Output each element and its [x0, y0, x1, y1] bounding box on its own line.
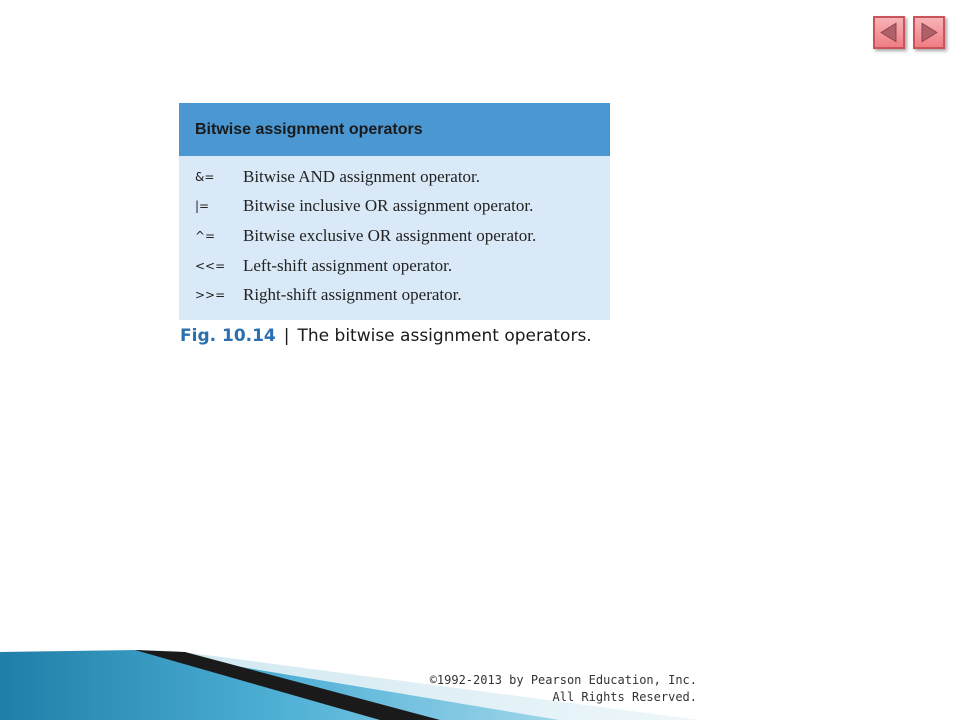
operator-description: Bitwise exclusive OR assignment operator.	[243, 225, 537, 245]
copyright-line: ©1992-2013 by Pearson Education, Inc.	[429, 673, 697, 687]
operator-description: Bitwise inclusive OR assignment operator.	[243, 196, 534, 216]
triangle-right-icon	[915, 18, 943, 47]
operator-symbol: >>=	[195, 288, 226, 303]
table-body	[179, 156, 610, 310]
figure-number: Fig. 10.14	[180, 326, 276, 346]
operator-description: Bitwise AND assignment operator.	[243, 166, 481, 186]
table-row	[179, 192, 610, 222]
operators-table	[179, 103, 610, 320]
operator-description: Right-shift assignment operator.	[243, 285, 462, 305]
copyright-notice	[430, 672, 697, 706]
table-row	[179, 251, 610, 281]
operator-symbol: |=	[195, 199, 210, 214]
table-title: Bitwise assignment operators	[195, 120, 423, 138]
operator-description: Left-shift assignment operator.	[243, 255, 453, 275]
previous-slide-button[interactable]	[873, 16, 905, 49]
rights-line: All Rights Reserved.	[552, 690, 697, 704]
table-row	[179, 162, 610, 192]
next-slide-button[interactable]	[913, 16, 945, 49]
caption-text: The bitwise assignment operators.	[297, 326, 592, 346]
operator-symbol: &=	[195, 169, 215, 184]
operator-symbol: <<=	[195, 258, 226, 273]
table-row	[179, 280, 610, 310]
figure-caption	[180, 326, 592, 346]
operator-symbol: ^=	[195, 228, 216, 243]
table-row	[179, 221, 610, 251]
caption-separator: |	[283, 326, 290, 346]
triangle-left-icon	[875, 18, 903, 47]
table-header	[179, 103, 610, 156]
